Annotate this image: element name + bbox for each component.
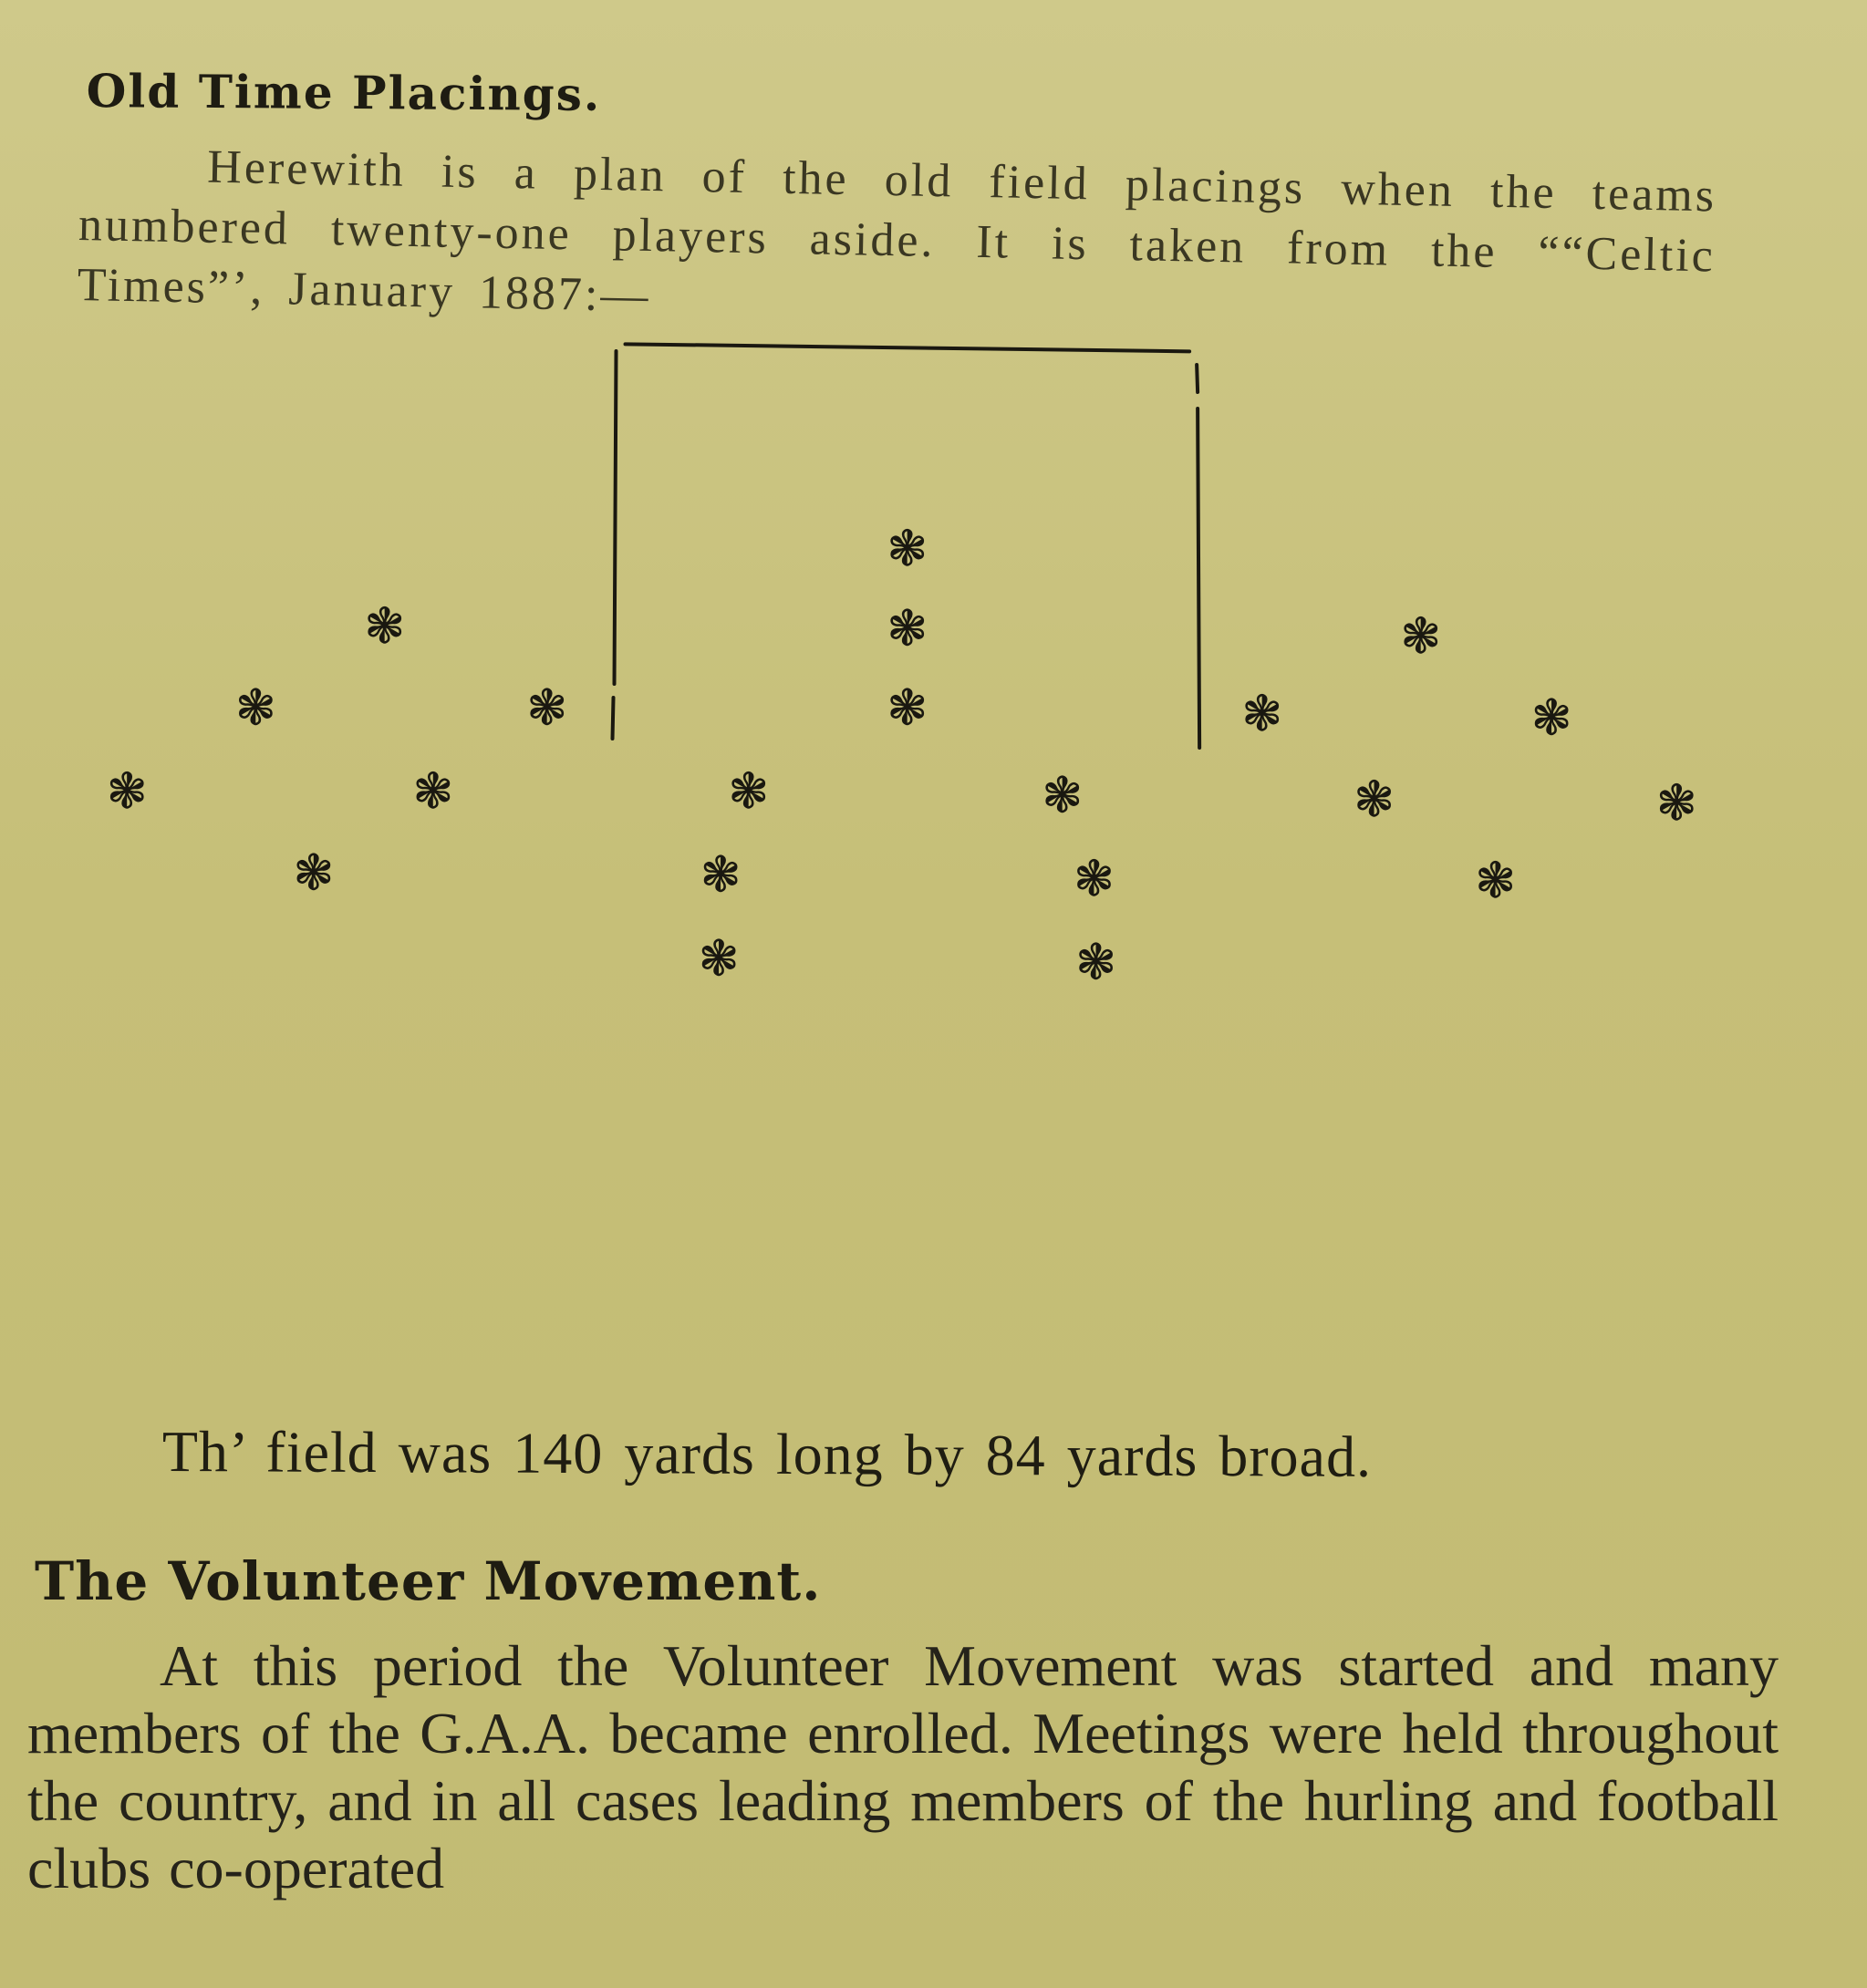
player-marker: ❃ (698, 929, 740, 988)
player-marker: ❃ (234, 678, 277, 737)
player-marker: ❃ (700, 845, 742, 904)
player-marker: ❃ (1042, 766, 1084, 824)
player-marker: ❃ (1073, 850, 1115, 908)
players (107, 520, 1697, 990)
player-marker: ❃ (1074, 933, 1117, 991)
player-marker: ❃ (887, 599, 928, 657)
crossbar (626, 344, 1190, 351)
player-marker: ❃ (1241, 685, 1283, 743)
player-marker: ❃ (1400, 607, 1442, 666)
player-marker: ❃ (1655, 774, 1697, 833)
player-marker: ❃ (293, 844, 335, 902)
field-dimensions-caption: Th’ field was 140 yards long by 84 yards broad. (161, 1419, 1373, 1489)
player-marker: ❃ (364, 597, 406, 656)
player-marker: ❃ (412, 762, 454, 821)
player-marker: ❃ (887, 520, 928, 578)
player-marker: ❃ (1474, 852, 1517, 910)
volunteer-paragraph: At this period the Volunteer Movement was started and many members of the G.A.A. became enrolled. Meetings were held throughout the country, and in all cases leading members of the hurling and football clubs co-operated (27, 1633, 1779, 1900)
section-heading-old-time-placings: Old Time Placings. (86, 64, 602, 121)
player-marker: ❃ (1353, 770, 1395, 828)
goalpost-left (613, 351, 617, 739)
intro-paragraph: Herewith is a plan of the old field placings when the teams numbered twenty-one players aside. It is taken from the ““Celtic Times”’, January 1887:— (77, 140, 1717, 323)
section-heading-volunteer-movement: The Volunteer Movement. (35, 1550, 822, 1612)
player-marker: ❃ (526, 678, 568, 737)
goalpost-right (1197, 365, 1199, 748)
player-marker: ❃ (728, 762, 770, 821)
player-marker: ❃ (106, 762, 148, 821)
player-marker: ❃ (1530, 689, 1572, 747)
player-marker: ❃ (887, 678, 928, 737)
